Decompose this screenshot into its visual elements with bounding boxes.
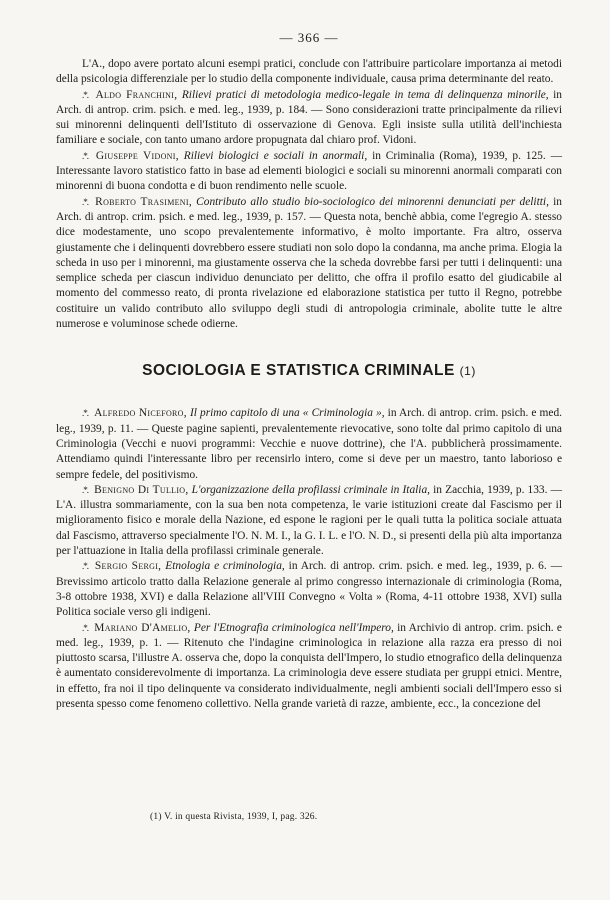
entry-author: Benigno Di Tullio, [94, 483, 189, 496]
entry-title: Rilievi biologici e sociali in anormali, [183, 149, 368, 162]
entry-title: L'organizzazione della profilassi criminale in Italia, [191, 483, 431, 496]
footnote-ref: (1) [459, 364, 476, 379]
entry-author: Alfredo Niceforo, [94, 407, 187, 420]
entry-title: Contributo allo studio bio-sociologico dei minorenni denunciati per delitti, [196, 195, 549, 208]
entry-marker: .*. [82, 408, 88, 419]
entry-trasimeni [56, 195, 562, 333]
entry-sergi [56, 559, 562, 620]
entry-marker: .*. [82, 150, 88, 161]
entry-vidoni [56, 149, 562, 195]
entry-text: L'A., dopo avere portato alcuni esempi pratici, conclude con l'attribuire particolare importanza ai metodi della psicologia differenziale per lo studio della componente individuale, causa prima determinante del reato. [56, 58, 562, 86]
section-title: SOCIOLOGIA E STATISTICA CRIMINALE [142, 362, 455, 380]
entry-marker: .*. [82, 89, 88, 100]
entry-text: in Arch. di antrop. crim. psich. e med. leg., 1939, p. 157. — Questa nota, benchè abbia, come l'egregio A. stesso dice modestamente, uno scopo prevalentemente informativo, è molto importante. Fra altro, osserva giustamente che i delinquenti dovrebbero essere studiati non solo dopo la condanna, ma anche prima. Elogia la scheda in uso per i minorenni, ma giustamente osserva che la scheda dovrebbe farsi per tutti i delinquenti: una semplice scheda per ciascun individuo denunciato per delitto, che offra il profilo esatto del giudicabile al momento del commesso reato, di pronta rivelazione ed elaborazione statistica per tutto il Regno, potrebbe costituire un valido contributo allo sviluppo degli studi di antropologia criminale, abolite tutte le altre numerose e voluminose schede odierne. [56, 195, 562, 331]
entry-title: Rilievi pratici di metodologia medico-legale in tema di delinquenza minorile, [181, 88, 549, 101]
entry-title: Per l'Etnografia criminologica nell'Impero, [193, 621, 394, 634]
entry-d-amelio [56, 621, 562, 713]
entry-author: Aldo Franchini, [95, 88, 178, 101]
entry-author: Roberto Trasimeni, [95, 195, 192, 208]
page-number: — 366 — [279, 30, 339, 45]
section-heading [56, 362, 562, 380]
entry-text: in Arch. di antrop. crim. psich. e med. leg., 1939, p. 184. — Sono considerazioni tratte principalmente da rilievi sui minorenni delinquenti dell'Istituto di osservazione di Genova. Egli insiste sulla utilità dell'inchiesta familiare e sociale, con tanto umano ardore propugnata dal chiaro prof. Vidoni. [56, 88, 562, 147]
entry-author: Giuseppe Vidoni, [95, 149, 179, 162]
entry-marker: .*. [82, 622, 88, 633]
entry-marker: .*. [82, 561, 88, 572]
entry-text: in Zacchia, 1939, p. 133. — L'A. illustra sommariamente, con la sua ben nota competenza, le varie istituzioni create dal Fascismo per il miglioramento fisico e morale della Nazione, ed espone le ragioni per le quali tutta la politica sociale attuata dal Fascismo, attraverso specialmente l'O. N. M. I., la G. I. L. e l'O. N. D., si presenti della più alta importanza per l'attuazione in Italia della profilassi criminale generale. [56, 483, 562, 558]
entry-franchini [56, 88, 562, 149]
intro-paragraph [56, 57, 562, 88]
entry-marker: .*. [82, 196, 88, 207]
entry-author: Sergio Sergi, [94, 560, 162, 573]
footnote: (1) V. in questa Rivista, 1939, I, pag. 326. [150, 812, 318, 822]
entry-text: in Criminalia (Roma), 1939, p. 125. — Interessante lavoro statistico fatto in base ad elementi biologici e sociali su minorenni anormali comparati con minorenni di buona condotta e di buon rendimento nelle scuole. [56, 149, 562, 193]
entry-title: Etnologia e criminologia, [165, 560, 285, 573]
entry-author: Mariano D'Amelio, [94, 621, 191, 634]
entry-text: in Arch. di antrop. crim. psich. e med. leg., 1939, p. 11. — Queste pagine sapienti, prevalentemente rievocative, sono tolte dal primo capitolo di una Criminologia (Vecchi e nuovi programmi: Vecchie e nuove dottrine), che l'A. pubblicherà prossimamente. Attendiamo quindi l'interessante libro per recensirlo intero, come si deve per un maestro, tanto laborioso e sempre fedele, del positivismo. [56, 407, 562, 481]
entry-niceforo [56, 406, 562, 482]
entry-marker: .*. [82, 484, 88, 495]
entry-text: in Archivio di antrop. crim. psich. e med. leg., 1939, p. 1. — Ritenuto che l'indagine criminologica in relazione alla razza era presso di noi piuttosto scarsa, l'illustre A. osserva che, dopo la conquista dell'Impero, lo studio etnografico della delinquenza è aumentato considerevolmente di importanza. La criminologia deve essere studiata per gruppi etnici. Mentre, in effetto, fra noi il tipo delinquente va considerato individualmente, negli ambienti sociali dell'Impero esso si presenta spesso come fenomeno collettivo. Nella grande varietà di razze, ambiente, ecc., la concezione del [56, 621, 562, 710]
entry-text: in Arch. di antrop. crim. psich. e med. leg., 1939, p. 6. — Brevissimo articolo tratto dalla Relazione generale al primo congresso internazionale di criminologia (Roma, 3-8 ottobre 1938, XVI) e dalla Relazione all'VIII Convegno « Volta » (Roma, 4-11 ottobre 1938, XVI) sulla Politica sociale verso gli indigeni. [56, 560, 562, 619]
entry-title: Il primo capitolo di una « Criminologia », [189, 407, 385, 420]
entry-di-tullio [56, 483, 562, 559]
